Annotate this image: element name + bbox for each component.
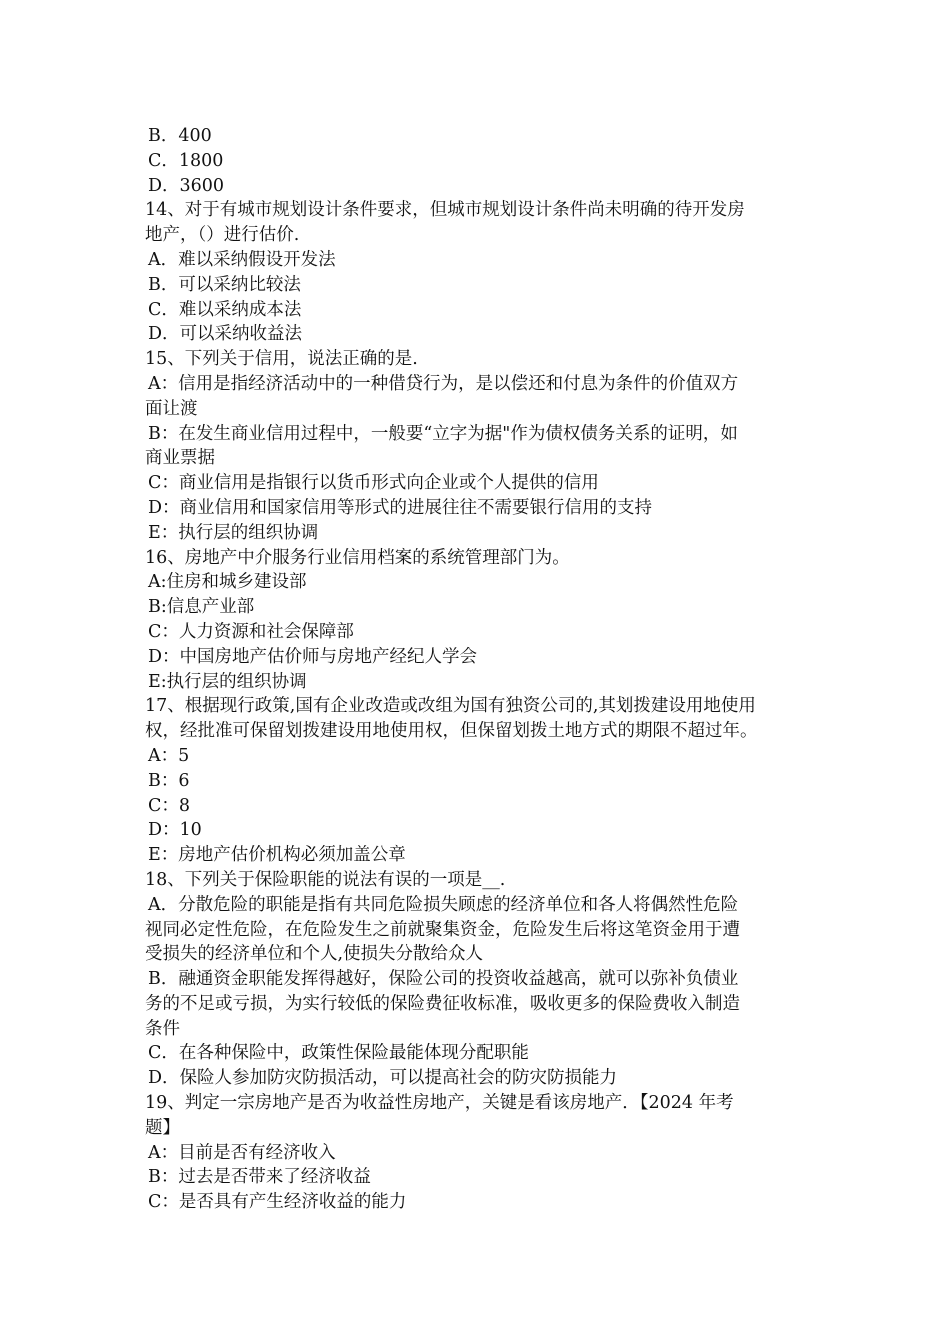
answer-option-line: C：商业信用是指银行以货币形式向企业或个人提供的信用 <box>148 473 599 494</box>
answer-option-line: D．可以采纳收益法 <box>148 324 303 345</box>
question-text-line: 题】 <box>145 1117 180 1138</box>
answer-option-line: A：目前是否有经济收入 <box>148 1142 336 1163</box>
answer-option-line: E：房地产估价机构必须加盖公章 <box>148 845 406 866</box>
document-page <box>145 124 810 1215</box>
answer-option-line: B：过去是否带来了经济收益 <box>148 1167 371 1188</box>
answer-option-line: D：中国房地产估价师与房地产经纪人学会 <box>148 646 478 667</box>
answer-option-line: C：是否具有产生经济收益的能力 <box>148 1192 407 1213</box>
question-text-line: 19、判定一宗房地产是否为收益性房地产，关键是看该房地产．【2024 年考 <box>145 1093 734 1114</box>
answer-option-line: D：商业信用和国家信用等形式的进展往往不需要银行信用的支持 <box>148 497 653 518</box>
question-text-line: 视同必定性危险，在危险发生之前就聚集资金，危险发生后将这笔资金用于遭 <box>145 919 740 940</box>
answer-option-line: B．融通资金职能发挥得越好，保险公司的投资收益越高，就可以弥补负债业 <box>148 969 739 990</box>
question-text-line: 14、对于有城市规划设计条件要求，但城市规划设计条件尚未明确的待开发房 <box>145 200 745 221</box>
answer-option-line: E：执行层的组织协调 <box>148 522 319 543</box>
question-text-line: 受损失的经济单位和个人,使损失分散给众人 <box>145 944 484 965</box>
answer-option-line: B．400 <box>148 126 212 146</box>
question-text-line: 商业票据 <box>145 448 215 469</box>
answer-option-line: A．分散危险的职能是指有共同危险损失顾虑的经济单位和各人将偶然性危险 <box>148 894 739 915</box>
answer-option-line: C：人力资源和社会保障部 <box>148 621 354 642</box>
answer-option-line: C．难以采纳成本法 <box>148 299 302 320</box>
answer-option-line: B:信息产业部 <box>148 597 255 618</box>
answer-option-line: D．3600 <box>148 175 225 196</box>
answer-option-line: A：信用是指经济活动中的一种借贷行为，是以偿还和付息为条件的价值双方 <box>148 373 739 394</box>
question-text-line: 务的不足或亏损，为实行较低的保险费征收标准，吸收更多的保险费收入制造 <box>145 993 740 1014</box>
question-text-line: 权，经批准可保留划拨建设用地使用权，但保留划拨土地方式的期限不超过年。 <box>145 721 758 742</box>
answer-option-line: B：6 <box>148 770 190 791</box>
question-text-line: 16、房地产中介服务行业信用档案的系统管理部门为。 <box>145 547 570 568</box>
answer-option-line: E:执行层的组织协调 <box>148 671 307 692</box>
question-text-line: 条件 <box>145 1018 180 1039</box>
answer-option-line: C．在各种保险中，政策性保险最能体现分配职能 <box>148 1043 529 1064</box>
answer-option-line: B：在发生商业信用过程中，一般要“立字为据"作为债权债务关系的证明，如 <box>148 423 738 444</box>
answer-option-line: A:住房和城乡建设部 <box>148 572 307 593</box>
question-text-line: 15、下列关于信用，说法正确的是. <box>145 349 418 370</box>
answer-option-line: D．保险人参加防灾防损活动，可以提高社会的防灾防损能力 <box>148 1068 618 1089</box>
question-text-line: 18、下列关于保险职能的说法有误的一项是__. <box>145 869 506 890</box>
answer-option-line: D：10 <box>148 820 202 841</box>
answer-option-line: C：8 <box>148 795 191 816</box>
answer-option-line: A：5 <box>148 745 190 766</box>
question-text-line: 面让渡 <box>145 398 198 419</box>
answer-option-line: A．难以采纳假设开发法 <box>148 249 336 270</box>
answer-option-line: C．1800 <box>148 150 224 171</box>
question-text-line: 17、根据现行政策,国有企业改造或改组为国有独资公司的,其划拨建设用地使用 <box>145 696 756 717</box>
question-text-line: 地产，（）进行估价. <box>145 225 300 246</box>
answer-option-line: B．可以采纳比较法 <box>148 274 301 295</box>
